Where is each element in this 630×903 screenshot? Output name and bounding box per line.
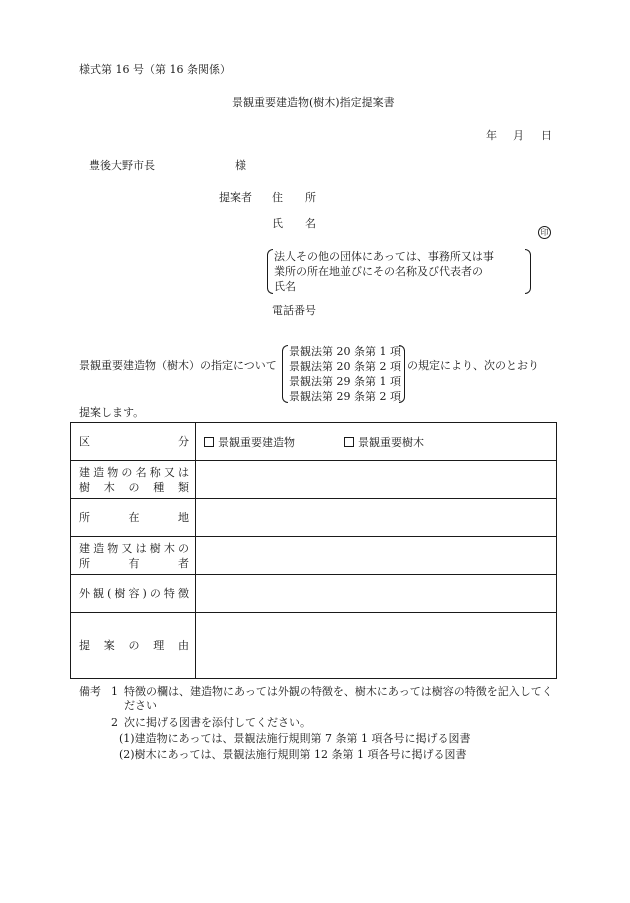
proposer-label: 提案者 bbox=[219, 191, 252, 204]
options-bracket-left bbox=[282, 345, 288, 403]
label-features: 外 観 ( 樹 容 ) の 特 徴 bbox=[71, 575, 196, 613]
building-checkbox[interactable] bbox=[204, 437, 214, 447]
phone-label: 電話番号 bbox=[272, 304, 316, 317]
owner-input[interactable] bbox=[196, 537, 557, 575]
form-number: 様式第 16 号（第 16 条関係） bbox=[79, 63, 231, 76]
name-label: 氏 名 bbox=[272, 217, 316, 230]
table-row bbox=[71, 423, 557, 461]
tree-checkbox[interactable] bbox=[344, 437, 354, 447]
option-item: 景観法第 29 条第 1 項 bbox=[289, 375, 401, 388]
page-title: 景観重要建造物(樹木)指定提案書 bbox=[232, 96, 395, 109]
table-row bbox=[71, 461, 557, 499]
label-classification: 区 分 bbox=[71, 423, 196, 461]
option-item: 景観法第 20 条第 2 項 bbox=[289, 360, 401, 373]
classification-cell bbox=[196, 423, 557, 461]
table-row bbox=[71, 575, 557, 613]
option-item: 景観法第 29 条第 2 項 bbox=[289, 390, 401, 403]
note-text: 特徴の欄は、建造物にあっては外観の特徴を、樹木にあっては樹容の特徴を記入してく bbox=[124, 685, 553, 698]
option-item: 景観法第 20 条第 1 項 bbox=[289, 345, 401, 358]
note-number: 2 bbox=[111, 716, 118, 729]
option-building[interactable]: 景観重要建造物 bbox=[204, 436, 295, 449]
note-text: 次に掲げる図書を添付してください。 bbox=[124, 716, 311, 729]
address-label: 住 所 bbox=[272, 191, 316, 204]
reason-input[interactable] bbox=[196, 613, 557, 679]
seal-mark: 印 bbox=[538, 226, 551, 239]
note-subitem: (2)樹木にあっては、景観法施行規則第 12 条第 1 項各号に掲げる図書 bbox=[119, 748, 467, 761]
label-location: 所 在 地 bbox=[71, 499, 196, 537]
corp-note-line: 業所の所在地並びにその名称及び代表者の bbox=[274, 265, 483, 278]
note-number: 1 bbox=[111, 685, 118, 698]
table-row bbox=[71, 499, 557, 537]
body-lead: 景観重要建造物（樹木）の指定について bbox=[79, 359, 277, 372]
date-year: 年 bbox=[486, 129, 497, 142]
date-day: 日 bbox=[541, 129, 552, 142]
option-tree[interactable]: 景観重要樹木 bbox=[344, 436, 424, 449]
features-input[interactable] bbox=[196, 575, 557, 613]
corp-note-line: 氏名 bbox=[274, 280, 296, 293]
note-bracket-right bbox=[525, 249, 531, 294]
date-month: 月 bbox=[513, 129, 524, 142]
label-owner: 建 造 物 又 は 樹 木 の 所 有 者 bbox=[71, 537, 196, 575]
table-row bbox=[71, 537, 557, 575]
addressee-name: 豊後大野市長 bbox=[89, 159, 155, 172]
corp-note-line: 法人その他の団体にあっては、事務所又は事 bbox=[274, 250, 494, 263]
label-building-name: 建 造 物 の 名 称 又 は 樹 木 の 種 類 bbox=[71, 461, 196, 499]
location-input[interactable] bbox=[196, 499, 557, 537]
table-row bbox=[71, 613, 557, 679]
label-reason: 提 案 の 理 由 bbox=[71, 613, 196, 679]
proposal-table bbox=[70, 422, 557, 679]
note-subitem: (1)建造物にあっては、景観法施行規則第 7 条第 1 項各号に掲げる図書 bbox=[119, 732, 471, 745]
body-line2: 提案します。 bbox=[79, 406, 145, 419]
addressee-honorific: 様 bbox=[235, 159, 246, 172]
note-bracket-left bbox=[267, 249, 273, 294]
note-text: ださい bbox=[124, 699, 157, 712]
building-name-input[interactable] bbox=[196, 461, 557, 499]
notes-heading: 備考 bbox=[79, 685, 101, 698]
body-trail: の規定により、次のとおり bbox=[407, 359, 539, 372]
